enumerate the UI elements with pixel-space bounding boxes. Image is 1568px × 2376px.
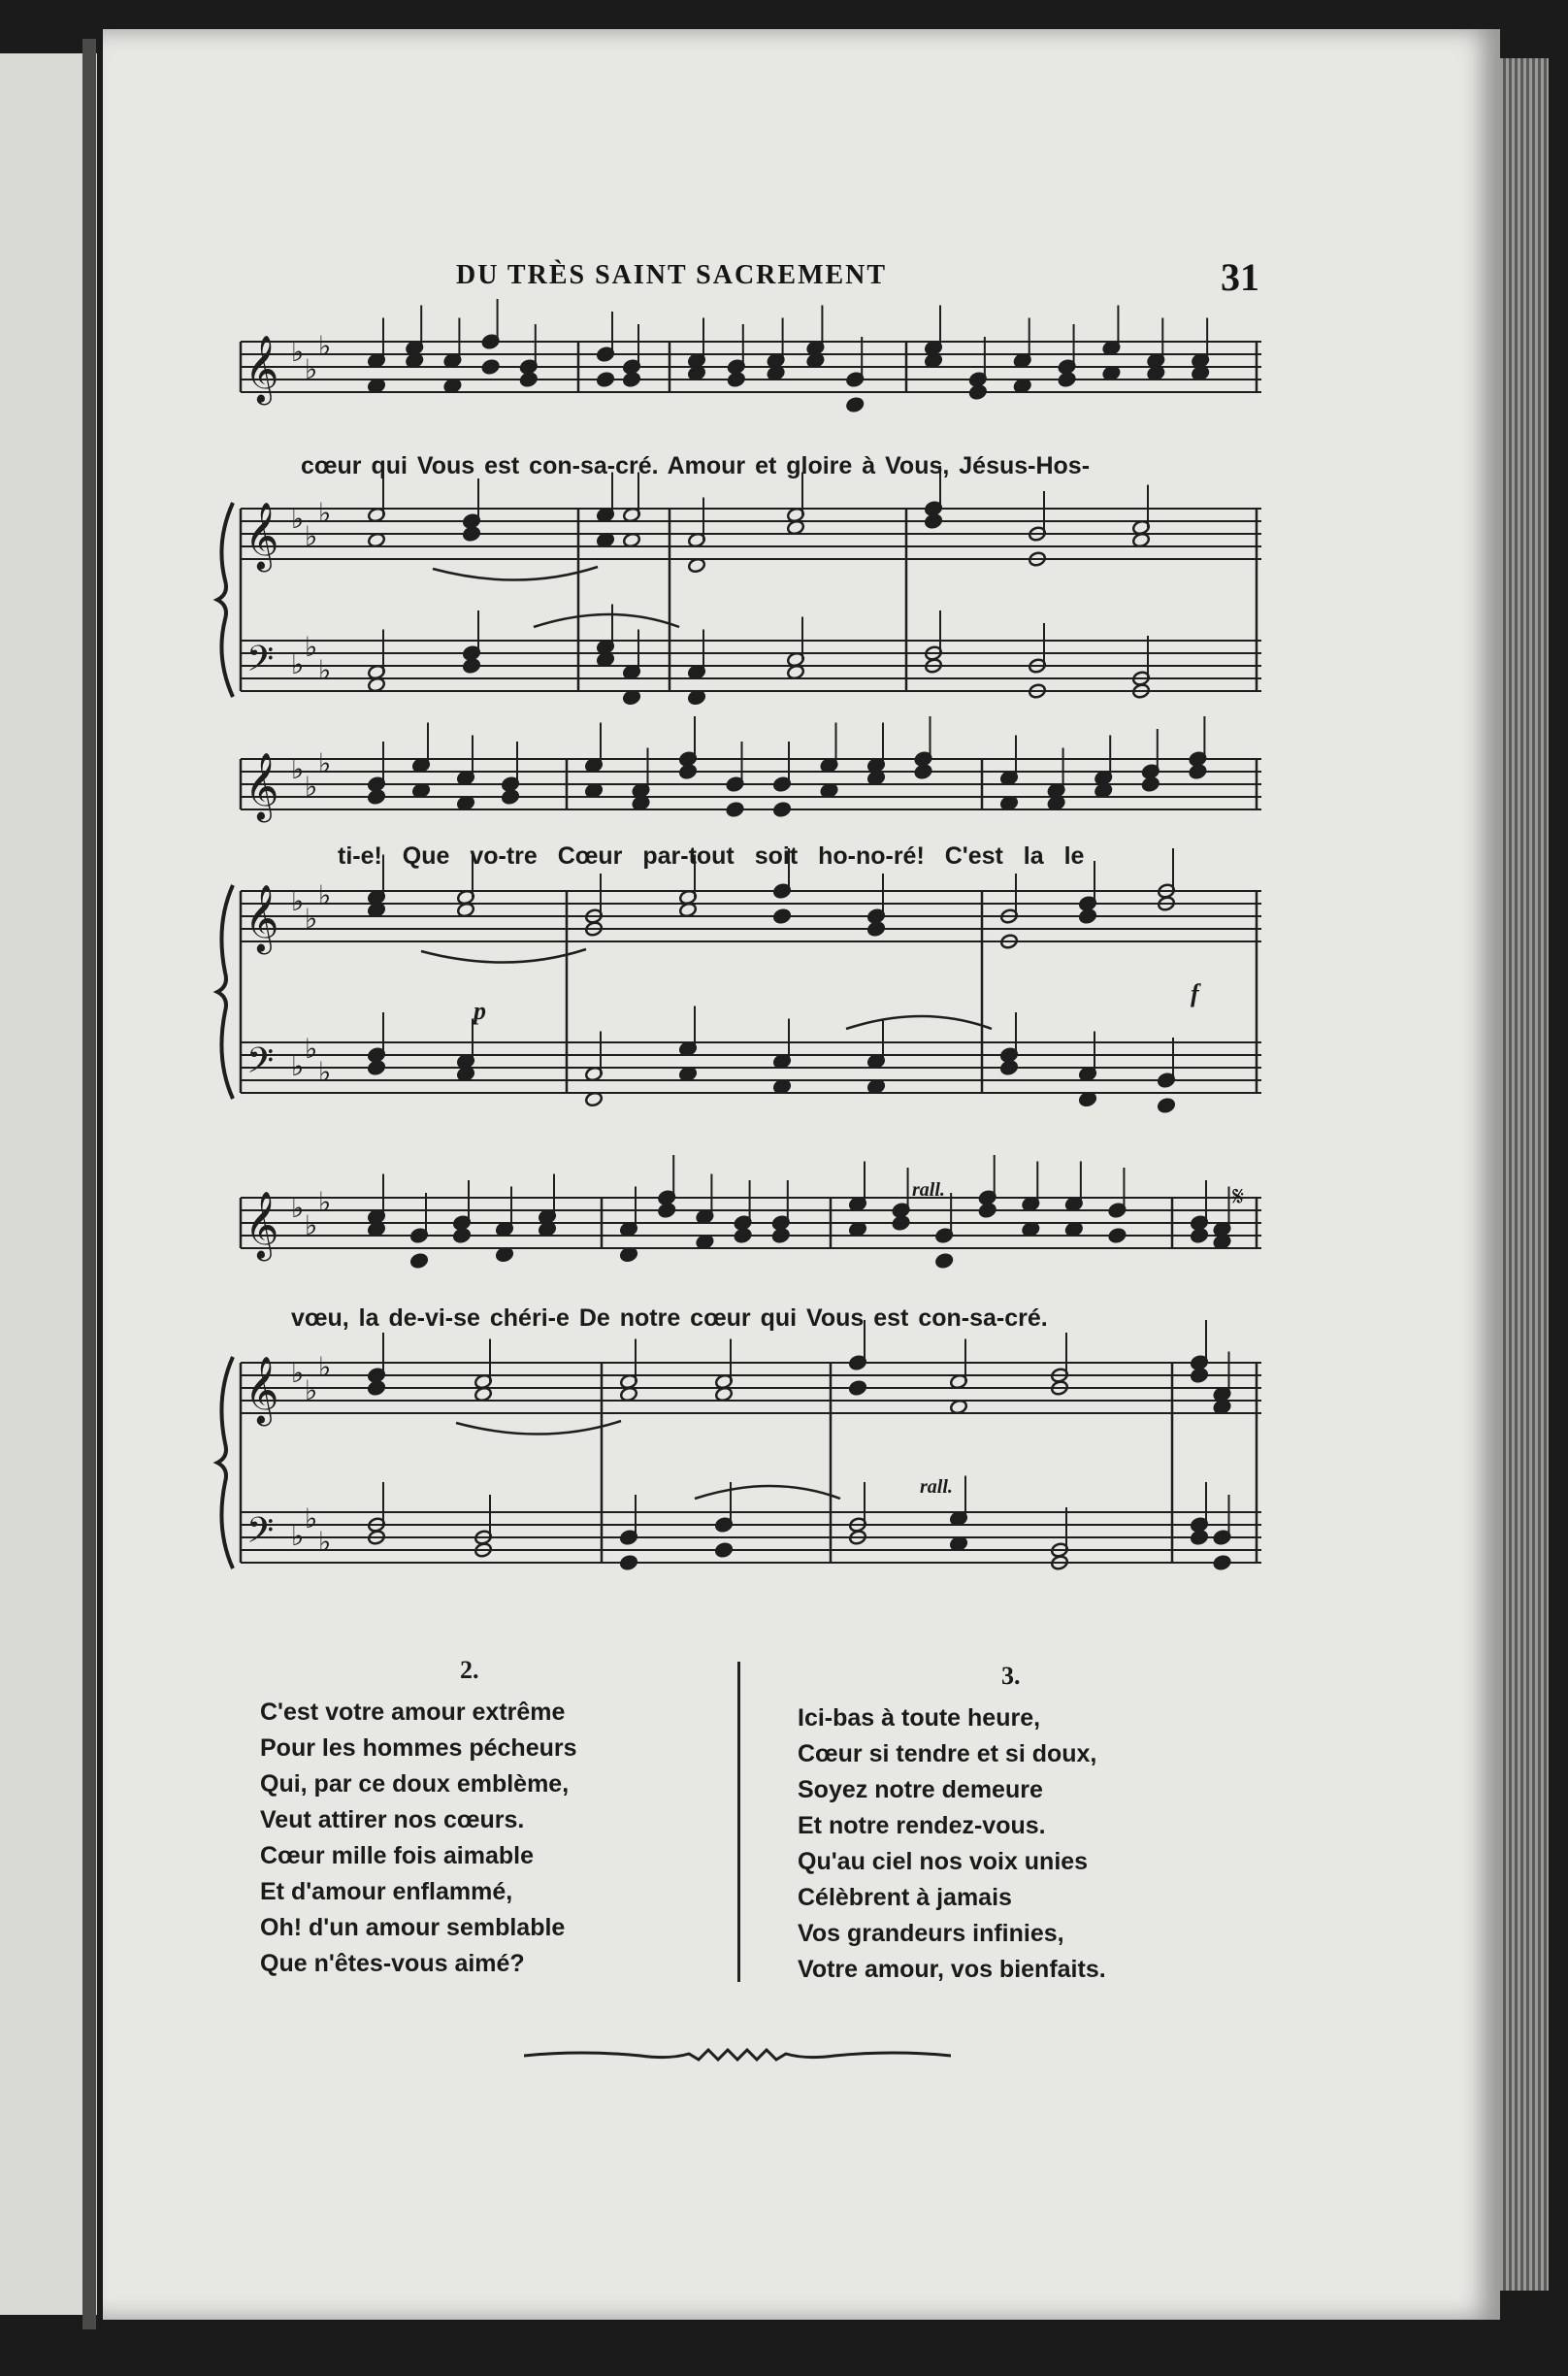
verse-number-2: 2. — [460, 1656, 479, 1684]
flat-sign: ♭ — [291, 648, 305, 680]
note-head — [924, 513, 942, 530]
slur — [846, 1016, 992, 1029]
flat-sign: ♭ — [291, 1520, 305, 1552]
piano-brace — [217, 503, 233, 697]
note-head — [846, 397, 865, 413]
note-head — [658, 1203, 676, 1219]
note-head — [734, 1228, 752, 1244]
note-head — [935, 1253, 954, 1270]
note-head — [968, 384, 987, 401]
note-head — [622, 372, 640, 388]
verse-number-3: 3. — [1001, 1662, 1021, 1690]
note-head — [714, 1542, 733, 1559]
note-head — [914, 764, 932, 780]
note-head — [772, 908, 791, 925]
note-head — [1213, 1555, 1231, 1571]
treble-clef: 𝄞 — [245, 502, 279, 570]
treble-clef: 𝄞 — [245, 335, 279, 403]
flat-sign: ♭ — [305, 1033, 318, 1065]
note-head — [848, 1380, 866, 1397]
verse-line: Qui, par ce doux emblème, — [260, 1770, 570, 1798]
verse-3 — [798, 1700, 1106, 1988]
bass-clef: 𝄢 — [246, 1510, 275, 1560]
note-head — [519, 372, 538, 388]
note-head — [771, 1228, 790, 1244]
verse-line: Oh! d'un amour semblable — [260, 1914, 566, 1941]
note-head — [481, 359, 500, 376]
running-title: DU TRÈS SAINT SACREMENT — [456, 260, 888, 290]
slur — [433, 567, 598, 580]
slur — [421, 949, 586, 963]
note-head — [1141, 776, 1160, 793]
rall-marking-piano: rall. — [920, 1476, 953, 1498]
bass-clef: 𝄢 — [246, 1040, 275, 1090]
note-head — [596, 372, 614, 388]
segno-sign: 𝄋 — [1232, 1180, 1245, 1212]
verse-line: Cœur si tendre et si doux, — [798, 1740, 1097, 1767]
flat-sign: ♭ — [305, 903, 318, 935]
verse-divider — [737, 1662, 740, 1982]
flat-sign: ♭ — [291, 503, 305, 535]
note-head — [678, 764, 697, 780]
slur — [456, 1421, 621, 1435]
verse-line: Cœur mille fois aimable — [260, 1842, 535, 1869]
flat-sign: ♭ — [291, 753, 305, 785]
flat-sign: ♭ — [318, 654, 332, 686]
verse-line: Veut attirer nos cœurs. — [260, 1806, 525, 1833]
verse-line: Ici-bas à toute heure, — [798, 1704, 1041, 1732]
flat-sign: ♭ — [318, 1056, 332, 1088]
flat-sign: ♭ — [305, 1502, 318, 1534]
flat-sign: ♭ — [318, 879, 332, 911]
flat-sign: ♭ — [318, 497, 332, 529]
note-head — [367, 1060, 385, 1076]
note-head — [978, 1203, 996, 1219]
note-heads — [367, 299, 1231, 1570]
verse-line: Que n'êtes-vous aimé? — [260, 1950, 525, 1977]
dynamic-forte: f — [1191, 979, 1199, 1007]
flat-sign: ♭ — [318, 330, 332, 362]
lyrics-line-2: ti-e! Que vo-tre Cœur par-tout soit ho-no-ré! C'est la le — [338, 842, 1085, 870]
verse-line: Votre amour, vos bienfaits. — [798, 1956, 1106, 1983]
slurs — [421, 567, 992, 1499]
flat-sign: ♭ — [291, 336, 305, 368]
note-head — [772, 802, 791, 818]
note-head — [1108, 1228, 1127, 1244]
note-head — [727, 372, 745, 388]
flat-sign: ♭ — [291, 1192, 305, 1224]
note-head — [1190, 1228, 1208, 1244]
flat-sign: ♭ — [305, 1209, 318, 1241]
flat-sign: ♭ — [291, 1357, 305, 1389]
bass-clef: 𝄢 — [246, 639, 275, 688]
dynamic-piano: p — [474, 997, 486, 1025]
note-head — [1078, 908, 1096, 925]
verse-line: Soyez notre demeure — [798, 1776, 1043, 1803]
slur — [695, 1486, 840, 1499]
note-head — [1190, 1530, 1208, 1546]
treble-clef: 𝄞 — [245, 1356, 279, 1424]
flat-sign: ♭ — [305, 771, 318, 803]
note-head — [501, 789, 519, 806]
note-head — [462, 526, 480, 543]
flat-sign: ♭ — [305, 631, 318, 663]
flat-sign: ♭ — [305, 353, 318, 385]
note-head — [452, 1228, 471, 1244]
note-head — [1058, 372, 1076, 388]
flat-sign: ♭ — [291, 885, 305, 917]
treble-clef: 𝄞 — [245, 884, 279, 952]
verse-2 — [260, 1695, 577, 1982]
treble-clef: 𝄞 — [245, 752, 279, 820]
piano-braces — [217, 503, 233, 1568]
slur — [534, 614, 679, 627]
verse-line: Et notre rendez-vous. — [798, 1812, 1046, 1839]
ornament-divider — [524, 2036, 951, 2075]
piano-brace — [217, 885, 233, 1099]
note-head — [409, 1253, 428, 1270]
note-head — [726, 802, 744, 818]
treble-clef: 𝄞 — [245, 1191, 279, 1259]
note-head — [367, 1380, 385, 1397]
note-head — [999, 1060, 1018, 1076]
note-head — [619, 1555, 637, 1571]
note-head — [1157, 1098, 1175, 1114]
flat-sign: ♭ — [305, 1374, 318, 1406]
note-head — [367, 789, 385, 806]
note-head — [462, 658, 480, 675]
staff-lines — [241, 342, 1261, 1563]
flat-sign: ♭ — [318, 1186, 332, 1218]
rall-marking-voice: rall. — [912, 1179, 945, 1201]
note-head — [892, 1215, 910, 1232]
note-head — [866, 921, 885, 938]
lyrics-line-1: cœur qui Vous est con-sa-cré. Amour et gloire à Vous, Jésus-Hos- — [301, 452, 1091, 479]
flat-sign: ♭ — [305, 520, 318, 552]
flat-sign: ♭ — [291, 1050, 305, 1082]
lyrics-line-3: vœu, la de-vi-se chéri-e De notre cœur qui Vous est con-sa-cré. — [291, 1304, 1048, 1332]
note-head — [1189, 764, 1207, 780]
verse-line: Célèbrent à jamais — [798, 1884, 1012, 1911]
verse-line: C'est votre amour extrême — [260, 1699, 566, 1726]
piano-brace — [217, 1357, 233, 1568]
flat-sign: ♭ — [318, 1351, 332, 1383]
verse-line: Et d'amour enflammé, — [260, 1878, 513, 1905]
verse-line: Pour les hommes pécheurs — [260, 1734, 577, 1762]
note-head — [1190, 1368, 1208, 1384]
flat-sign: ♭ — [318, 747, 332, 779]
page-number: 31 — [1221, 255, 1259, 299]
barlines — [241, 342, 1257, 1563]
verse-line: Vos grandeurs infinies, — [798, 1920, 1064, 1947]
flat-sign: ♭ — [318, 1526, 332, 1558]
verse-line: Qu'au ciel nos voix unies — [798, 1848, 1089, 1875]
